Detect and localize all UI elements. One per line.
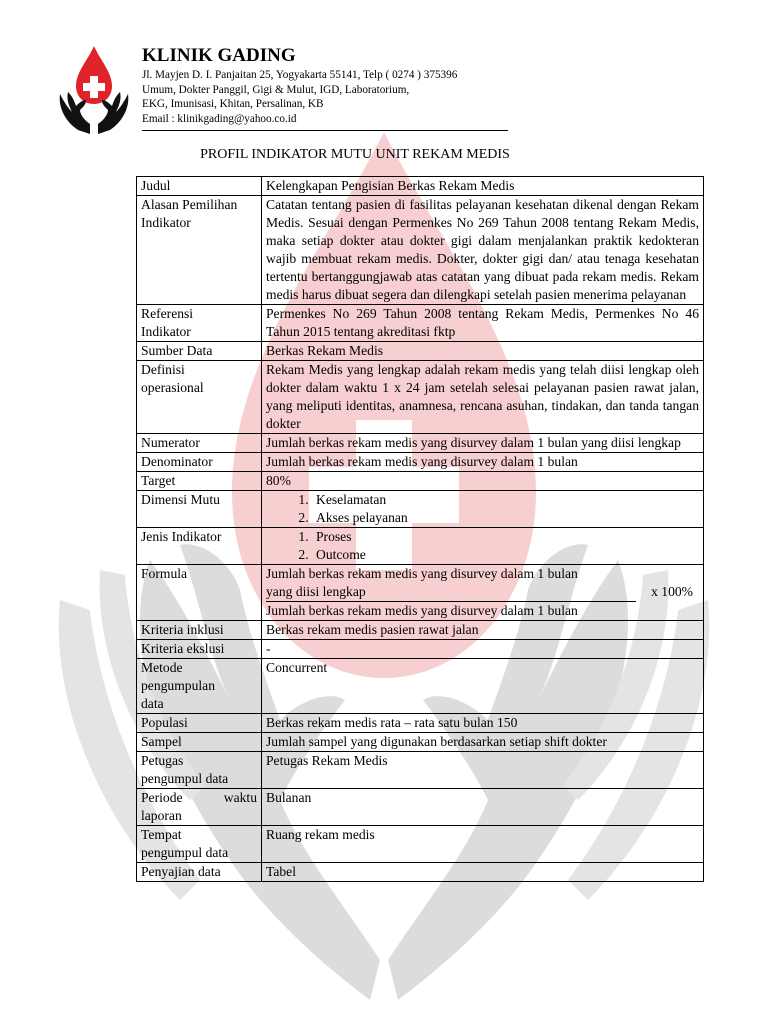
row-definisi <box>137 361 704 434</box>
clinic-services-line-1: Umum, Dokter Panggil, Gigi & Mulut, IGD, Laboratorium, <box>142 83 410 96</box>
letterhead <box>142 44 508 126</box>
jenis-list <box>266 528 699 564</box>
row-inklusi <box>137 621 704 640</box>
row-target <box>137 472 704 491</box>
value-judul: Kelengkapan Pengisian Berkas Rekam Medis <box>262 177 704 196</box>
value-dimensi <box>262 491 704 528</box>
label-numerator: Numerator <box>137 434 262 453</box>
label-metode-line-1: Metode <box>141 660 183 675</box>
label-tempat-line-1: Tempat <box>141 827 182 842</box>
label-metode-line-2: pengumpulan <box>141 678 215 693</box>
label-petugas <box>137 752 262 789</box>
label-ekslusi: Kriteria ekslusi <box>137 640 262 659</box>
row-tempat <box>137 826 704 863</box>
formula-numerator-line-2: yang diisi lengkap <box>266 583 636 602</box>
label-inklusi: Kriteria inklusi <box>137 621 262 640</box>
letterhead-rule <box>142 130 508 131</box>
value-referensi: Permenkes No 269 Tahun 2008 tentang Rekam Medis, Permenkes No 46 Tahun 2015 tentang akreditasi fktp <box>262 305 704 342</box>
row-sampel <box>137 733 704 752</box>
value-populasi: Berkas rekam medis rata – rata satu bulan 150 <box>262 714 704 733</box>
value-tempat: Ruang rekam medis <box>262 826 704 863</box>
row-numerator <box>137 434 704 453</box>
label-referensi <box>137 305 262 342</box>
label-target: Target <box>137 472 262 491</box>
value-penyajian: Tabel <box>262 863 704 882</box>
value-sampel: Jumlah sampel yang digunakan berdasarkan setiap shift dokter <box>262 733 704 752</box>
row-jenis <box>137 528 704 565</box>
row-denominator <box>137 453 704 472</box>
value-sumber: Berkas Rekam Medis <box>262 342 704 361</box>
label-judul: Judul <box>137 177 262 196</box>
value-ekslusi: - <box>262 640 704 659</box>
label-periode-word-2: waktu <box>223 790 257 805</box>
label-petugas-line-2: pengumpul data <box>141 771 229 786</box>
dimensi-list <box>266 491 699 527</box>
clinic-email: Email : klinikgading@yahoo.co.id <box>142 112 297 125</box>
label-periode-word-1: Periode <box>141 790 183 805</box>
label-metode-line-3: data <box>141 696 164 711</box>
label-sampel: Sampel <box>137 733 262 752</box>
clinic-logo <box>56 44 132 136</box>
row-metode <box>137 659 704 714</box>
label-sumber: Sumber Data <box>137 342 262 361</box>
value-inklusi: Berkas rekam medis pasien rawat jalan <box>262 621 704 640</box>
value-formula <box>262 565 704 621</box>
label-definisi <box>137 361 262 434</box>
label-definisi-line-2: operasional <box>141 380 204 395</box>
label-tempat <box>137 826 262 863</box>
label-jenis: Jenis Indikator <box>137 528 262 565</box>
value-petugas: Petugas Rekam Medis <box>262 752 704 789</box>
jenis-item: 1. Proses <box>312 528 699 546</box>
value-periode: Bulanan <box>262 789 704 826</box>
value-definisi: Rekam Medis yang lengkap adalah rekam medis yang telah diisi lengkap oleh dokter dalam waktu 1 x 24 jam setelah selesai pelayanan pasien rawat jalan, yang meliputi identitas, anamnesa, rencana asuhan, tindakan, dan tanda tangan dokter <box>262 361 704 434</box>
row-referensi <box>137 305 704 342</box>
label-populasi: Populasi <box>137 714 262 733</box>
clinic-services-line-2: EKG, Imunisasi, Khitan, Persalinan, KB <box>142 98 324 111</box>
label-alasan-line-1: Alasan Pemilihan <box>141 197 238 212</box>
formula-numerator-line-1: Jumlah berkas rekam medis yang disurvey dalam 1 bulan <box>266 566 578 581</box>
label-penyajian: Penyajian data <box>137 863 262 882</box>
label-tempat-line-2: pengumpul data <box>141 845 229 860</box>
clinic-name: KLINIK GADING <box>142 45 296 66</box>
label-referensi-line-2: Indikator <box>141 324 191 339</box>
row-periode <box>137 789 704 826</box>
value-alasan: Catatan tentang pasien di fasilitas pelayanan kesehatan dikenal dengan Rekam Medis. Sesuai dengan Permenkes No 269 Tahun 2008 tentang Rekam Medis, maka setiap dokter atau dokter gigi dalam menjalankan praktik kedokteran wajib membuat rekam medis. Dokter, dokter gigi dan/ atau tenaga kesehatan tertentu bertanggungjawab atas catatan yang dibuat pada rekam medis. Rekam medis harus dibuat segera dan dilengkapi setelah pasien menerima pelayanan <box>262 196 704 305</box>
value-metode: Concurrent <box>262 659 704 714</box>
formula-multiplier: x 100% <box>651 584 693 599</box>
label-periode-line-2: laporan <box>141 808 182 823</box>
row-populasi <box>137 714 704 733</box>
label-referensi-line-1: Referensi <box>141 306 194 321</box>
label-definisi-line-1: Definisi <box>141 362 185 377</box>
jenis-item: 2. Outcome <box>312 546 699 564</box>
row-ekslusi <box>137 640 704 659</box>
row-alasan <box>137 196 704 305</box>
label-alasan <box>137 196 262 305</box>
label-petugas-line-1: Petugas <box>141 753 184 768</box>
formula-denominator: Jumlah berkas rekam medis yang disurvey dalam 1 bulan <box>266 603 578 618</box>
row-sumber <box>137 342 704 361</box>
row-penyajian <box>137 863 704 882</box>
label-metode <box>137 659 262 714</box>
row-formula <box>137 565 704 621</box>
label-periode-line-1 <box>141 789 257 807</box>
label-alasan-line-2: Indikator <box>141 215 191 230</box>
label-periode <box>137 789 262 826</box>
label-dimensi: Dimensi Mutu <box>137 491 262 528</box>
value-numerator: Jumlah berkas rekam medis yang disurvey dalam 1 bulan yang diisi lengkap <box>262 434 704 453</box>
row-dimensi <box>137 491 704 528</box>
dimensi-item: 2. Akses pelayanan <box>312 509 699 527</box>
value-target: 80% <box>262 472 704 491</box>
value-jenis <box>262 528 704 565</box>
row-petugas <box>137 752 704 789</box>
label-denominator: Denominator <box>137 453 262 472</box>
value-denominator: Jumlah berkas rekam medis yang disurvey dalam 1 bulan <box>262 453 704 472</box>
dimensi-item: 1. Keselamatan <box>312 491 699 509</box>
label-formula: Formula <box>137 565 262 621</box>
row-judul <box>137 177 704 196</box>
indicator-profile-table <box>136 176 704 882</box>
clinic-address: Jl. Mayjen D. I. Panjaitan 25, Yogyakarta 55141, Telp ( 0274 ) 375396 <box>142 69 458 81</box>
document-title: PROFIL INDIKATOR MUTU UNIT REKAM MEDIS <box>200 147 510 162</box>
